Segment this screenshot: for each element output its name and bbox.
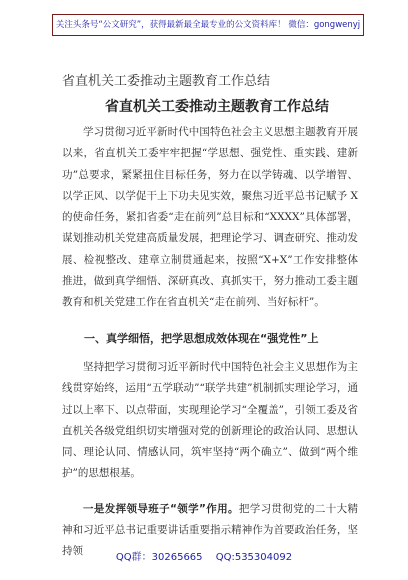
promo-banner: 关注头条号“公文研究”，获得最新最全最专业的公文资料库！ 微信：gongwenyj: [52, 14, 364, 36]
section-heading: 一、真学细悟，把学思想成效体现在“强党性”上: [84, 331, 319, 345]
qq-text: QQ:535304092: [215, 552, 293, 563]
document-title: 省直机关工委推动主题教育工作总结: [105, 99, 329, 115]
document-header-title: 省直机关工委推动主题教育工作总结: [62, 74, 271, 89]
subsection-lead: 一是发挥领导班子“领学”作用。: [83, 502, 239, 515]
subsection-text: 把学习贯彻党的二十大精神和习近平总书记重要讲话重要指示精神作为首要政治任务，坚持领: [62, 502, 359, 558]
document-body: [62, 122, 358, 563]
qq-group-text: QQ群：30265665: [115, 552, 203, 563]
intro-paragraph: 学习贯彻习近平新时代中国特色社会主义思想主题教育开展以来，省直机关工委牢牢把握“学思想、强党性、重实践、建新功”总要求，紧紧扭住目标任务，努力在以学铸魂、以学增智、以学正风、以学促干上下功夫见实效，聚焦习近平总书记赋予 X 的使命任务，紧扣省委“走在前列”总目标和“XXXX”具体部署，谋划推动机关党建高质量发展，把理论学习、调查研究、推动发展、检视整改、建章立制贯通起来，按照“X+X”工作安排整体推进，做到真学细悟、深研真改、真抓实干，努力推动工委主题教育和机关党建工作在省直机关“走在前列、当好标杆”。: [62, 126, 358, 309]
contact-footer: [0, 548, 408, 563]
section-paragraph: 坚持把学习贯彻习近平新时代中国特色社会主义思想作为主线贯穿始终，运用“五学联动”“联学共建”机制抓实理论学习，通过以上率下、以点带面，实现理论学习“全覆盖”，引领工委及省直机关各级党组织切实增强对党的创新理论的政治认同、思想认同、理论认同、情感认同，筑牢坚持“两个确立”、做到“两个维护”的思想根基。: [62, 360, 358, 480]
